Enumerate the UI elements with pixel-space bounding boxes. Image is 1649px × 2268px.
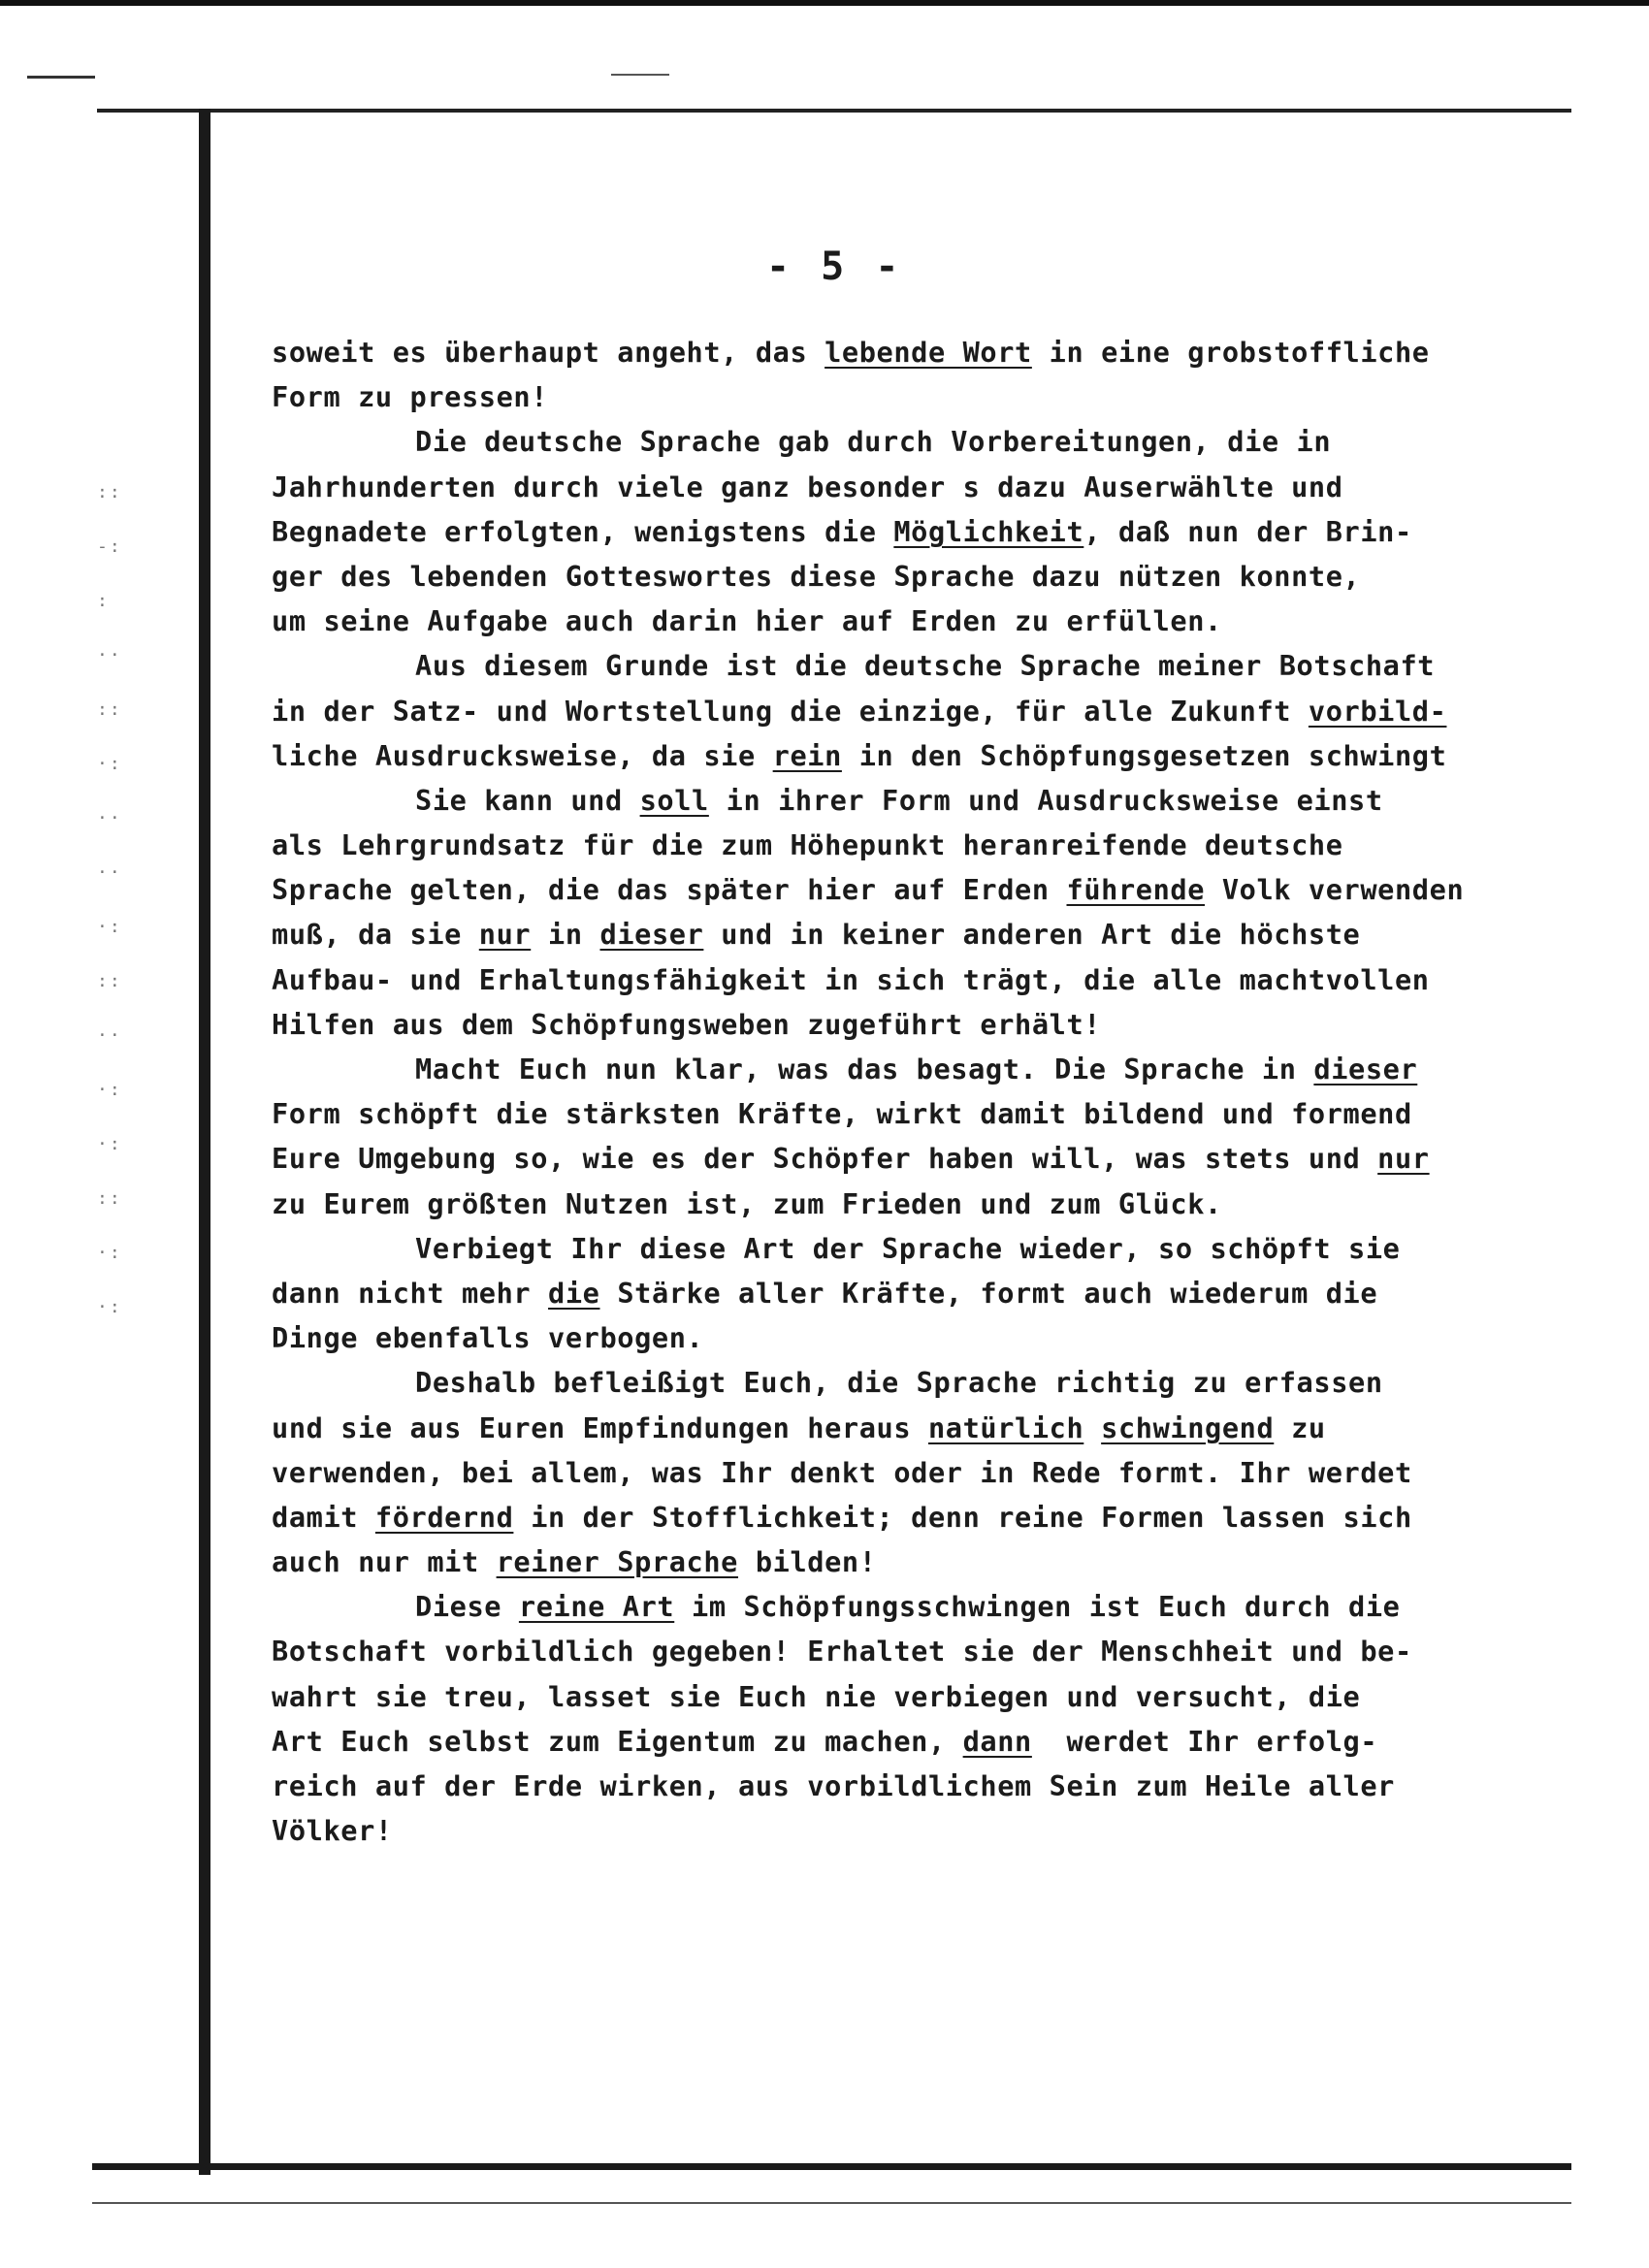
underlined-word: schwingend [1101, 1410, 1275, 1444]
text-segment: dann nicht mehr [272, 1276, 549, 1310]
underlined-word: lebende Wort [824, 336, 1032, 369]
text-segment: Jahrhunderten durch viele ganz besonder s dazu Auserwählte und [272, 470, 1343, 503]
margin-bleed-through [97, 466, 175, 1335]
text-line [272, 823, 1552, 867]
text-line [272, 1719, 1552, 1764]
frame-top-rule [97, 109, 1571, 113]
text-segment: liche Ausdrucksweise, da sie [272, 738, 773, 772]
text-line [272, 1182, 1552, 1226]
text-segment: bilden! [738, 1545, 877, 1579]
text-segment: Form schöpft die stärksten Kräfte, wirkt damit bildend und formend [272, 1097, 1412, 1131]
text-line [272, 509, 1552, 554]
text-segment: Aus diesem Grunde ist die deutsche Sprache meiner Botschaft [415, 649, 1436, 683]
text-segment: in der Satz- und Wortstellung die einzige, für alle Zukunft [272, 694, 1309, 728]
text-line [272, 1539, 1552, 1584]
text-line [272, 419, 1552, 464]
text-segment: um seine Aufgabe auch darin hier auf Erden zu erfüllen. [272, 604, 1222, 638]
text-line [272, 1808, 1552, 1853]
text-segment: werdet Ihr erfolg- [1031, 1724, 1378, 1758]
text-line [272, 1002, 1552, 1047]
underlined-word: soll [639, 783, 709, 817]
text-segment: Sprache gelten, die das später hier auf Erden [272, 873, 1067, 907]
text-line [272, 1495, 1552, 1539]
margin-artifact: :: [97, 971, 122, 991]
underlined-word: dieser [599, 918, 704, 952]
underlined-word: dieser [1313, 1053, 1418, 1085]
text-segment: verwenden, bei allem, was Ihr denkt oder in Rede formt. Ihr werdet [272, 1455, 1412, 1489]
text-line [272, 1450, 1552, 1495]
text-line [272, 465, 1552, 509]
text-segment: in der Stofflichkeit; denn reine Formen lassen sich [513, 1500, 1412, 1534]
text-segment: und sie aus Euren Empfindungen heraus [272, 1410, 928, 1444]
corner-mark [27, 76, 95, 79]
text-segment: Völker! [272, 1814, 393, 1848]
margin-artifact: :: [97, 699, 122, 720]
text-segment: soweit es überhaupt angeht, das [272, 336, 825, 369]
text-segment: in eine grobstoffliche [1031, 336, 1430, 369]
text-segment: in den Schöpfungsgesetzen schwingt [841, 738, 1447, 772]
frame-bottom-rule [92, 2163, 1571, 2170]
text-line [272, 689, 1552, 733]
text-segment: Aufbau- und Erhaltungsfähigkeit in sich trägt, die alle machtvollen [272, 962, 1430, 996]
text-segment: in ihrer Form und Ausdrucksweise einst [708, 783, 1383, 817]
margin-artifact: ·: [97, 754, 122, 774]
text-segment: Deshalb befleißigt Euch, die Sprache richtig zu erfassen [415, 1366, 1383, 1400]
text-line [272, 1047, 1552, 1091]
text-segment [1083, 1411, 1101, 1444]
text-segment: als Lehrgrundsatz für die zum Höhepunkt heranreifende deutsche [272, 828, 1343, 862]
text-segment: Volk verwenden [1205, 873, 1465, 907]
margin-artifact: ·: [97, 1080, 122, 1100]
margin-artifact: ·· [97, 862, 122, 883]
text-line [272, 1360, 1552, 1405]
text-segment: , daß nun der Brin- [1083, 514, 1412, 548]
text-line [272, 733, 1552, 778]
margin-artifact: ·· [97, 1025, 122, 1046]
text-segment: Diese [415, 1590, 519, 1624]
text-segment: Eure Umgebung so, wie es der Schöpfer haben will, was stets und [272, 1142, 1378, 1176]
text-line [272, 554, 1552, 599]
text-segment: im Schöpfungsschwingen ist Euch durch die [674, 1590, 1401, 1624]
underlined-word: die [548, 1276, 600, 1310]
text-segment: Die deutsche Sprache gab durch Vorbereitungen, die in [415, 425, 1332, 459]
text-segment: Art Euch selbst zum Eigentum zu machen, [272, 1724, 963, 1758]
underlined-word: dann [962, 1724, 1032, 1758]
text-line [272, 643, 1552, 688]
underlined-word: nur [478, 918, 532, 952]
underlined-word: reiner Sprache [496, 1545, 739, 1579]
text-segment: Verbiegt Ihr diese Art der Sprache wieder, so schöpft sie [415, 1231, 1401, 1265]
text-line [272, 1674, 1552, 1719]
text-segment: Hilfen aus dem Schöpfungsweben zugeführt erhält! [272, 1007, 1102, 1041]
margin-artifact: ·· [97, 645, 122, 665]
text-line [272, 1136, 1552, 1181]
text-line [272, 1406, 1552, 1450]
text-segment: Dinge ebenfalls verbogen. [272, 1321, 704, 1355]
text-segment: Stärke aller Kräfte, formt auch wiederum die [599, 1276, 1378, 1310]
text-line [272, 374, 1552, 419]
margin-artifact: :: [97, 482, 122, 502]
margin-artifact: ·: [97, 1243, 122, 1263]
margin-artifact: ·: [97, 1297, 122, 1317]
margin-artifact: : [97, 591, 110, 611]
text-segment: muß, da sie [272, 918, 479, 952]
scan-top-edge [0, 0, 1649, 6]
underlined-word: nur [1377, 1142, 1430, 1176]
margin-artifact: ·· [97, 808, 122, 828]
underlined-word: vorbild- [1308, 694, 1447, 728]
text-segment: damit [272, 1500, 375, 1534]
text-segment: Begnadete erfolgten, wenigstens die [272, 514, 894, 548]
text-line [272, 1315, 1552, 1360]
page-number: - 5 - [766, 244, 903, 289]
text-segment: Sie kann und [415, 783, 640, 817]
text-segment: und in keiner anderen Art die höchste [703, 918, 1361, 952]
text-line [272, 778, 1552, 823]
text-segment: Form zu pressen! [272, 380, 549, 414]
underlined-word: führende [1066, 873, 1206, 907]
text-line [272, 1764, 1552, 1808]
underlined-word: rein [772, 738, 842, 772]
text-line [272, 1271, 1552, 1315]
page-body-text [272, 330, 1552, 1853]
margin-artifact: -: [97, 536, 122, 557]
underlined-word: natürlich [927, 1410, 1084, 1444]
text-segment: auch nur mit [272, 1545, 497, 1579]
text-line [272, 1226, 1552, 1271]
frame-bottom-thin-rule [92, 2202, 1571, 2204]
text-line [272, 957, 1552, 1002]
text-segment: reich auf der Erde wirken, aus vorbildlichem Sein zum Heile aller [272, 1769, 1395, 1802]
frame-left-rule [199, 109, 210, 2175]
text-line [272, 1629, 1552, 1673]
underlined-word: reine Art [518, 1590, 675, 1624]
margin-artifact: ·: [97, 1134, 122, 1154]
top-center-mark [611, 74, 669, 76]
margin-artifact: :: [97, 1188, 122, 1209]
underlined-word: fördernd [374, 1500, 514, 1534]
text-line [272, 867, 1552, 912]
text-segment: in [531, 918, 600, 952]
text-segment: Botschaft vorbildlich gegeben! Erhaltet sie der Menschheit und be- [272, 1635, 1412, 1669]
margin-artifact: ·: [97, 917, 122, 937]
text-segment: ger des lebenden Gotteswortes diese Sprache dazu nützen konnte, [272, 559, 1361, 593]
text-line [272, 1584, 1552, 1629]
text-line [272, 599, 1552, 643]
text-segment: wahrt sie treu, lasset sie Euch nie verbiegen und versucht, die [272, 1679, 1361, 1713]
text-segment: zu Eurem größten Nutzen ist, zum Frieden und zum Glück. [272, 1186, 1222, 1220]
text-segment: zu [1274, 1410, 1326, 1444]
underlined-word: Möglichkeit [893, 514, 1084, 548]
text-line [272, 912, 1552, 956]
text-segment: Macht Euch nun klar, was das besagt. Die Sprache in [415, 1053, 1314, 1085]
text-line [272, 330, 1552, 374]
text-line [272, 1091, 1552, 1136]
